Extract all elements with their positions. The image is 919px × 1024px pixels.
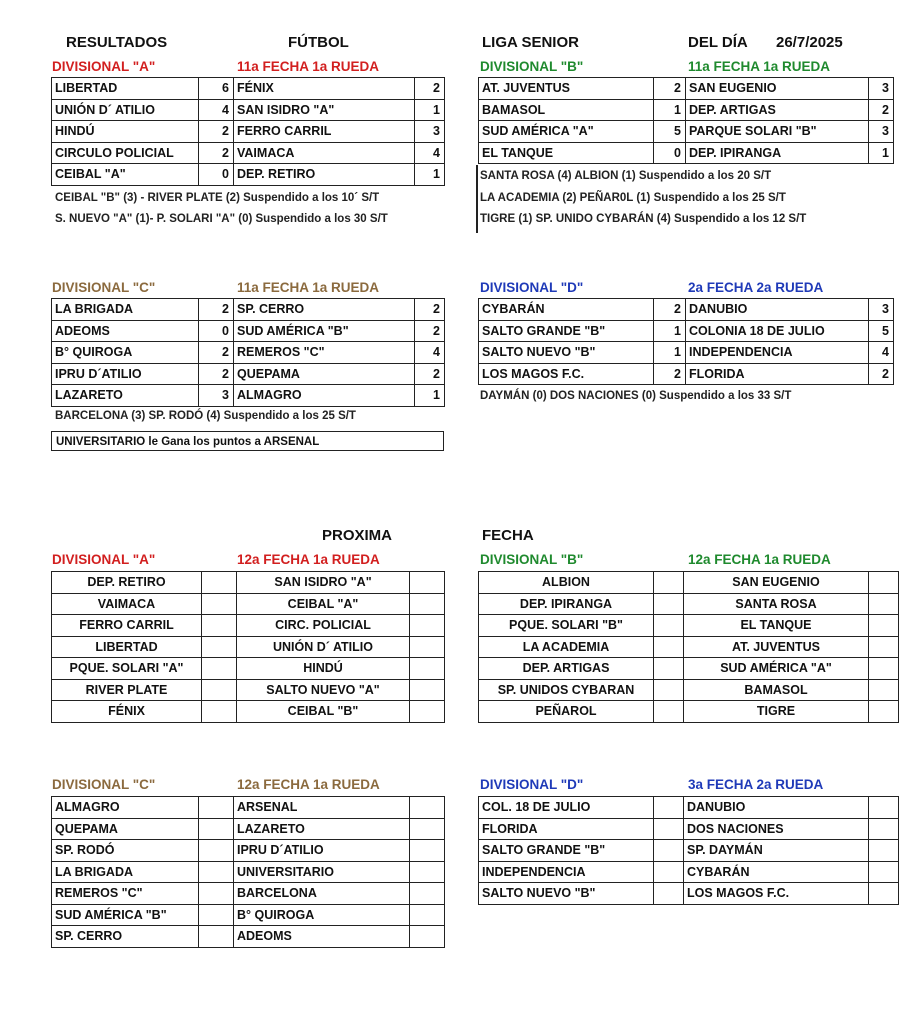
away-team: IPRU D´ATILIO xyxy=(234,840,410,862)
home-score-blank xyxy=(199,904,234,926)
results-b-note-2: LA ACADEMIA (2) PEÑAR0L (1) Suspendido a los 25 S/T xyxy=(480,192,786,204)
home-score: 3 xyxy=(199,385,234,407)
table-row xyxy=(479,636,899,658)
next-d-title: DIVISIONAL "D" xyxy=(480,777,584,792)
away-team: ALMAGRO xyxy=(234,385,415,407)
home-team: DEP. RETIRO xyxy=(52,572,202,594)
home-team: LIBERTAD xyxy=(52,78,199,100)
next-d-table xyxy=(478,796,899,905)
home-team: DEP. IPIRANGA xyxy=(479,593,654,615)
next-a-round: 12a FECHA 1a RUEDA xyxy=(237,552,380,567)
away-score: 5 xyxy=(869,320,894,342)
away-team: LAZARETO xyxy=(234,818,410,840)
away-team: SALTO NUEVO "A" xyxy=(237,679,410,701)
away-score-blank xyxy=(410,636,445,658)
table-row xyxy=(52,142,445,164)
table-row xyxy=(479,363,894,385)
home-team: COL. 18 DE JULIO xyxy=(479,797,654,819)
home-team: SP. CERRO xyxy=(52,926,199,948)
table-row xyxy=(479,679,899,701)
away-score: 2 xyxy=(415,363,445,385)
table-row xyxy=(479,320,894,342)
home-score: 2 xyxy=(199,121,234,143)
away-score: 2 xyxy=(415,320,445,342)
home-score-blank xyxy=(654,593,684,615)
away-team: ARSENAL xyxy=(234,797,410,819)
results-c-table xyxy=(51,298,445,407)
away-team: ADEOMS xyxy=(234,926,410,948)
header-del-dia: DEL DÍA xyxy=(688,34,748,51)
next-fecha: FECHA xyxy=(482,527,534,544)
away-team: SP. DAYMÁN xyxy=(684,840,869,862)
home-team: FERRO CARRIL xyxy=(52,615,202,637)
table-row xyxy=(479,861,899,883)
away-score: 1 xyxy=(415,99,445,121)
results-d-round: 2a FECHA 2a RUEDA xyxy=(688,280,824,295)
away-team: UNIVERSITARIO xyxy=(234,861,410,883)
away-team: REMEROS "C" xyxy=(234,342,415,364)
away-team: HINDÚ xyxy=(237,658,410,680)
table-row xyxy=(52,658,445,680)
home-score: 2 xyxy=(199,363,234,385)
results-c-round: 11a FECHA 1a RUEDA xyxy=(237,280,380,295)
home-team: PQUE. SOLARI "B" xyxy=(479,615,654,637)
home-score: 0 xyxy=(654,142,686,164)
home-team: QUEPAMA xyxy=(52,818,199,840)
results-c-title: DIVISIONAL "C" xyxy=(52,280,156,295)
away-score: 3 xyxy=(869,121,894,143)
table-row xyxy=(479,299,894,321)
home-score-blank xyxy=(202,572,237,594)
away-score-blank xyxy=(410,861,445,883)
home-score: 5 xyxy=(654,121,686,143)
table-row xyxy=(52,883,445,905)
home-score-blank xyxy=(654,861,684,883)
away-score-blank xyxy=(410,840,445,862)
results-a-title: DIVISIONAL "A" xyxy=(52,59,156,74)
table-row xyxy=(479,658,899,680)
home-score-blank xyxy=(654,818,684,840)
results-b-round: 11a FECHA 1a RUEDA xyxy=(688,59,831,74)
away-score-blank xyxy=(869,593,899,615)
away-team: COLONIA 18 DE JULIO xyxy=(686,320,869,342)
home-score: 2 xyxy=(654,78,686,100)
away-team: BARCELONA xyxy=(234,883,410,905)
away-team: AT. JUVENTUS xyxy=(684,636,869,658)
next-c-table xyxy=(51,796,445,948)
away-team: SAN ISIDRO "A" xyxy=(237,572,410,594)
away-team: EL TANQUE xyxy=(684,615,869,637)
away-score-blank xyxy=(410,615,445,637)
table-row xyxy=(52,840,445,862)
table-row xyxy=(479,615,899,637)
home-team: LA ACADEMIA xyxy=(479,636,654,658)
next-a-table xyxy=(51,571,445,723)
next-b-title: DIVISIONAL "B" xyxy=(480,552,584,567)
home-team: SALTO NUEVO "B" xyxy=(479,342,654,364)
home-score: 0 xyxy=(199,320,234,342)
table-row xyxy=(479,818,899,840)
away-score-blank xyxy=(869,679,899,701)
home-team: SP. RODÓ xyxy=(52,840,199,862)
home-score-blank xyxy=(202,658,237,680)
home-team: HINDÚ xyxy=(52,121,199,143)
home-score-blank xyxy=(654,701,684,723)
away-score: 2 xyxy=(869,99,894,121)
home-team: SUD AMÉRICA "B" xyxy=(52,904,199,926)
header-liga: LIGA SENIOR xyxy=(482,34,579,51)
table-row xyxy=(52,572,445,594)
results-a-note-2: S. NUEVO "A" (1)- P. SOLARI "A" (0) Suspendido a los 30 S/T xyxy=(55,213,388,225)
home-team: LAZARETO xyxy=(52,385,199,407)
home-score-blank xyxy=(199,818,234,840)
results-b-note-1: SANTA ROSA (4) ALBION (1) Suspendido a los 20 S/T xyxy=(480,170,772,182)
away-team: BAMASOL xyxy=(684,679,869,701)
home-score: 2 xyxy=(654,363,686,385)
table-row xyxy=(479,121,894,143)
home-team: ALMAGRO xyxy=(52,797,199,819)
home-team: VAIMACA xyxy=(52,593,202,615)
away-score-blank xyxy=(410,679,445,701)
home-team: BAMASOL xyxy=(479,99,654,121)
home-score: 4 xyxy=(199,99,234,121)
home-team: LIBERTAD xyxy=(52,636,202,658)
home-score-blank xyxy=(654,840,684,862)
home-team: INDEPENDENCIA xyxy=(479,861,654,883)
table-row xyxy=(52,861,445,883)
table-row xyxy=(52,299,445,321)
away-score-blank xyxy=(869,636,899,658)
home-team: CYBARÁN xyxy=(479,299,654,321)
table-row xyxy=(479,142,894,164)
home-team: LOS MAGOS F.C. xyxy=(479,363,654,385)
home-team: REMEROS "C" xyxy=(52,883,199,905)
home-team: PQUE. SOLARI "A" xyxy=(52,658,202,680)
home-score-blank xyxy=(654,883,684,905)
away-score: 2 xyxy=(415,299,445,321)
away-team: SAN EUGENIO xyxy=(684,572,869,594)
home-score: 1 xyxy=(654,342,686,364)
away-team: CEIBAL "B" xyxy=(237,701,410,723)
away-score-blank xyxy=(410,797,445,819)
away-team: FLORIDA xyxy=(686,363,869,385)
away-team: QUEPAMA xyxy=(234,363,415,385)
away-score-blank xyxy=(410,926,445,948)
away-score-blank xyxy=(410,658,445,680)
away-team: DEP. RETIRO xyxy=(234,164,415,186)
away-team: SANTA ROSA xyxy=(684,593,869,615)
away-score-blank xyxy=(869,797,899,819)
away-score-blank xyxy=(869,572,899,594)
table-row xyxy=(52,679,445,701)
results-d-table xyxy=(478,298,894,385)
home-score-blank xyxy=(202,615,237,637)
table-row xyxy=(479,701,899,723)
table-row xyxy=(52,363,445,385)
table-row xyxy=(52,320,445,342)
away-score: 2 xyxy=(869,363,894,385)
away-team: DOS NACIONES xyxy=(684,818,869,840)
home-team: B° QUIROGA xyxy=(52,342,199,364)
away-score-blank xyxy=(410,818,445,840)
header-futbol: FÚTBOL xyxy=(288,34,349,51)
results-b-title: DIVISIONAL "B" xyxy=(480,59,584,74)
next-a-title: DIVISIONAL "A" xyxy=(52,552,156,567)
table-row xyxy=(52,701,445,723)
results-c-box-note: UNIVERSITARIO le Gana los puntos a ARSENAL xyxy=(51,431,444,451)
table-row xyxy=(52,593,445,615)
away-team: SUD AMÉRICA "B" xyxy=(234,320,415,342)
away-team: DEP. IPIRANGA xyxy=(686,142,869,164)
header-date: 26/7/2025 xyxy=(776,34,843,51)
table-row xyxy=(52,904,445,926)
away-score-blank xyxy=(869,883,899,905)
home-team: FLORIDA xyxy=(479,818,654,840)
home-score: 6 xyxy=(199,78,234,100)
away-score-blank xyxy=(410,904,445,926)
away-team: VAIMACA xyxy=(234,142,415,164)
away-team: CEIBAL "A" xyxy=(237,593,410,615)
table-row xyxy=(479,572,899,594)
next-proxima: PROXIMA xyxy=(322,527,393,544)
away-score: 3 xyxy=(869,78,894,100)
home-score: 1 xyxy=(654,99,686,121)
table-row xyxy=(52,78,445,100)
table-row xyxy=(52,385,445,407)
next-c-title: DIVISIONAL "C" xyxy=(52,777,156,792)
away-score: 1 xyxy=(415,385,445,407)
home-team: ALBION xyxy=(479,572,654,594)
results-a-round: 11a FECHA 1a RUEDA xyxy=(237,59,380,74)
home-score: 2 xyxy=(199,142,234,164)
home-team: RIVER PLATE xyxy=(52,679,202,701)
away-team: UNIÓN D´ ATILIO xyxy=(237,636,410,658)
table-row xyxy=(52,342,445,364)
next-b-table xyxy=(478,571,899,723)
table-row xyxy=(52,636,445,658)
table-row xyxy=(479,78,894,100)
away-team: SP. CERRO xyxy=(234,299,415,321)
results-c-note-1: BARCELONA (3) SP. RODÓ (4) Suspendido a los 25 S/T xyxy=(55,410,356,422)
home-score-blank xyxy=(654,615,684,637)
next-d-round: 3a FECHA 2a RUEDA xyxy=(688,777,824,792)
home-team: EL TANQUE xyxy=(479,142,654,164)
home-team: PEÑAROL xyxy=(479,701,654,723)
away-score: 4 xyxy=(415,142,445,164)
results-a-table xyxy=(51,77,445,186)
home-team: SALTO GRANDE "B" xyxy=(479,320,654,342)
home-score: 0 xyxy=(199,164,234,186)
home-team: ADEOMS xyxy=(52,320,199,342)
home-team: LA BRIGADA xyxy=(52,861,199,883)
results-a-note-1: CEIBAL "B" (3) - RIVER PLATE (2) Suspendido a los 10´ S/T xyxy=(55,192,380,204)
table-row xyxy=(479,883,899,905)
home-score: 2 xyxy=(654,299,686,321)
home-team: DEP. ARTIGAS xyxy=(479,658,654,680)
table-row xyxy=(479,840,899,862)
away-score-blank xyxy=(869,818,899,840)
home-team: AT. JUVENTUS xyxy=(479,78,654,100)
away-score-blank xyxy=(869,861,899,883)
home-score-blank xyxy=(654,658,684,680)
away-team: DANUBIO xyxy=(686,299,869,321)
results-b-note-3: TIGRE (1) SP. UNIDO CYBARÁN (4) Suspendido a los 12 S/T xyxy=(480,213,807,225)
next-c-round: 12a FECHA 1a RUEDA xyxy=(237,777,380,792)
away-team: TIGRE xyxy=(684,701,869,723)
home-score-blank xyxy=(202,593,237,615)
away-team: LOS MAGOS F.C. xyxy=(684,883,869,905)
table-row xyxy=(479,797,899,819)
away-team: DEP. ARTIGAS xyxy=(686,99,869,121)
home-score-blank xyxy=(202,701,237,723)
away-team: FERRO CARRIL xyxy=(234,121,415,143)
home-score-blank xyxy=(654,797,684,819)
home-team: IPRU D´ATILIO xyxy=(52,363,199,385)
results-b-divider xyxy=(476,165,478,233)
away-score-blank xyxy=(410,572,445,594)
away-score-blank xyxy=(410,593,445,615)
home-score-blank xyxy=(199,797,234,819)
away-score-blank xyxy=(410,701,445,723)
away-score: 3 xyxy=(415,121,445,143)
home-team: CIRCULO POLICIAL xyxy=(52,142,199,164)
table-row xyxy=(52,121,445,143)
home-score: 2 xyxy=(199,299,234,321)
away-team: CIRC. POLICIAL xyxy=(237,615,410,637)
away-team: SAN EUGENIO xyxy=(686,78,869,100)
away-team: SUD AMÉRICA "A" xyxy=(684,658,869,680)
away-team: FÉNIX xyxy=(234,78,415,100)
next-b-round: 12a FECHA 1a RUEDA xyxy=(688,552,831,567)
away-score-blank xyxy=(869,658,899,680)
table-row xyxy=(479,99,894,121)
home-score-blank xyxy=(202,636,237,658)
away-team: CYBARÁN xyxy=(684,861,869,883)
home-score-blank xyxy=(202,679,237,701)
home-team: UNIÓN D´ ATILIO xyxy=(52,99,199,121)
home-score-blank xyxy=(654,572,684,594)
results-d-title: DIVISIONAL "D" xyxy=(480,280,584,295)
table-row xyxy=(479,593,899,615)
table-row xyxy=(52,926,445,948)
away-score-blank xyxy=(869,615,899,637)
away-team: SAN ISIDRO "A" xyxy=(234,99,415,121)
results-b-table xyxy=(478,77,894,164)
results-d-note-1: DAYMÁN (0) DOS NACIONES (0) Suspendido a los 33 S/T xyxy=(480,390,792,402)
table-row xyxy=(52,164,445,186)
home-team: LA BRIGADA xyxy=(52,299,199,321)
home-score-blank xyxy=(654,636,684,658)
home-team: SALTO NUEVO "B" xyxy=(479,883,654,905)
table-row xyxy=(479,342,894,364)
home-score: 2 xyxy=(199,342,234,364)
home-team: FÉNIX xyxy=(52,701,202,723)
away-score-blank xyxy=(869,701,899,723)
away-team: PARQUE SOLARI "B" xyxy=(686,121,869,143)
away-score: 3 xyxy=(869,299,894,321)
table-row xyxy=(52,797,445,819)
table-row xyxy=(52,615,445,637)
home-score-blank xyxy=(199,861,234,883)
table-row xyxy=(52,818,445,840)
home-score-blank xyxy=(654,679,684,701)
away-score-blank xyxy=(410,883,445,905)
table-row xyxy=(52,99,445,121)
home-team: SP. UNIDOS CYBARAN xyxy=(479,679,654,701)
away-team: INDEPENDENCIA xyxy=(686,342,869,364)
header-resultados: RESULTADOS xyxy=(66,34,168,51)
away-score: 4 xyxy=(869,342,894,364)
away-score: 1 xyxy=(415,164,445,186)
home-team: SUD AMÉRICA "A" xyxy=(479,121,654,143)
home-team: CEIBAL "A" xyxy=(52,164,199,186)
home-score: 1 xyxy=(654,320,686,342)
away-score-blank xyxy=(869,840,899,862)
home-team: SALTO GRANDE "B" xyxy=(479,840,654,862)
away-team: B° QUIROGA xyxy=(234,904,410,926)
home-score-blank xyxy=(199,883,234,905)
away-score: 1 xyxy=(869,142,894,164)
away-score: 4 xyxy=(415,342,445,364)
home-score-blank xyxy=(199,926,234,948)
away-score: 2 xyxy=(415,78,445,100)
home-score-blank xyxy=(199,840,234,862)
away-team: DANUBIO xyxy=(684,797,869,819)
